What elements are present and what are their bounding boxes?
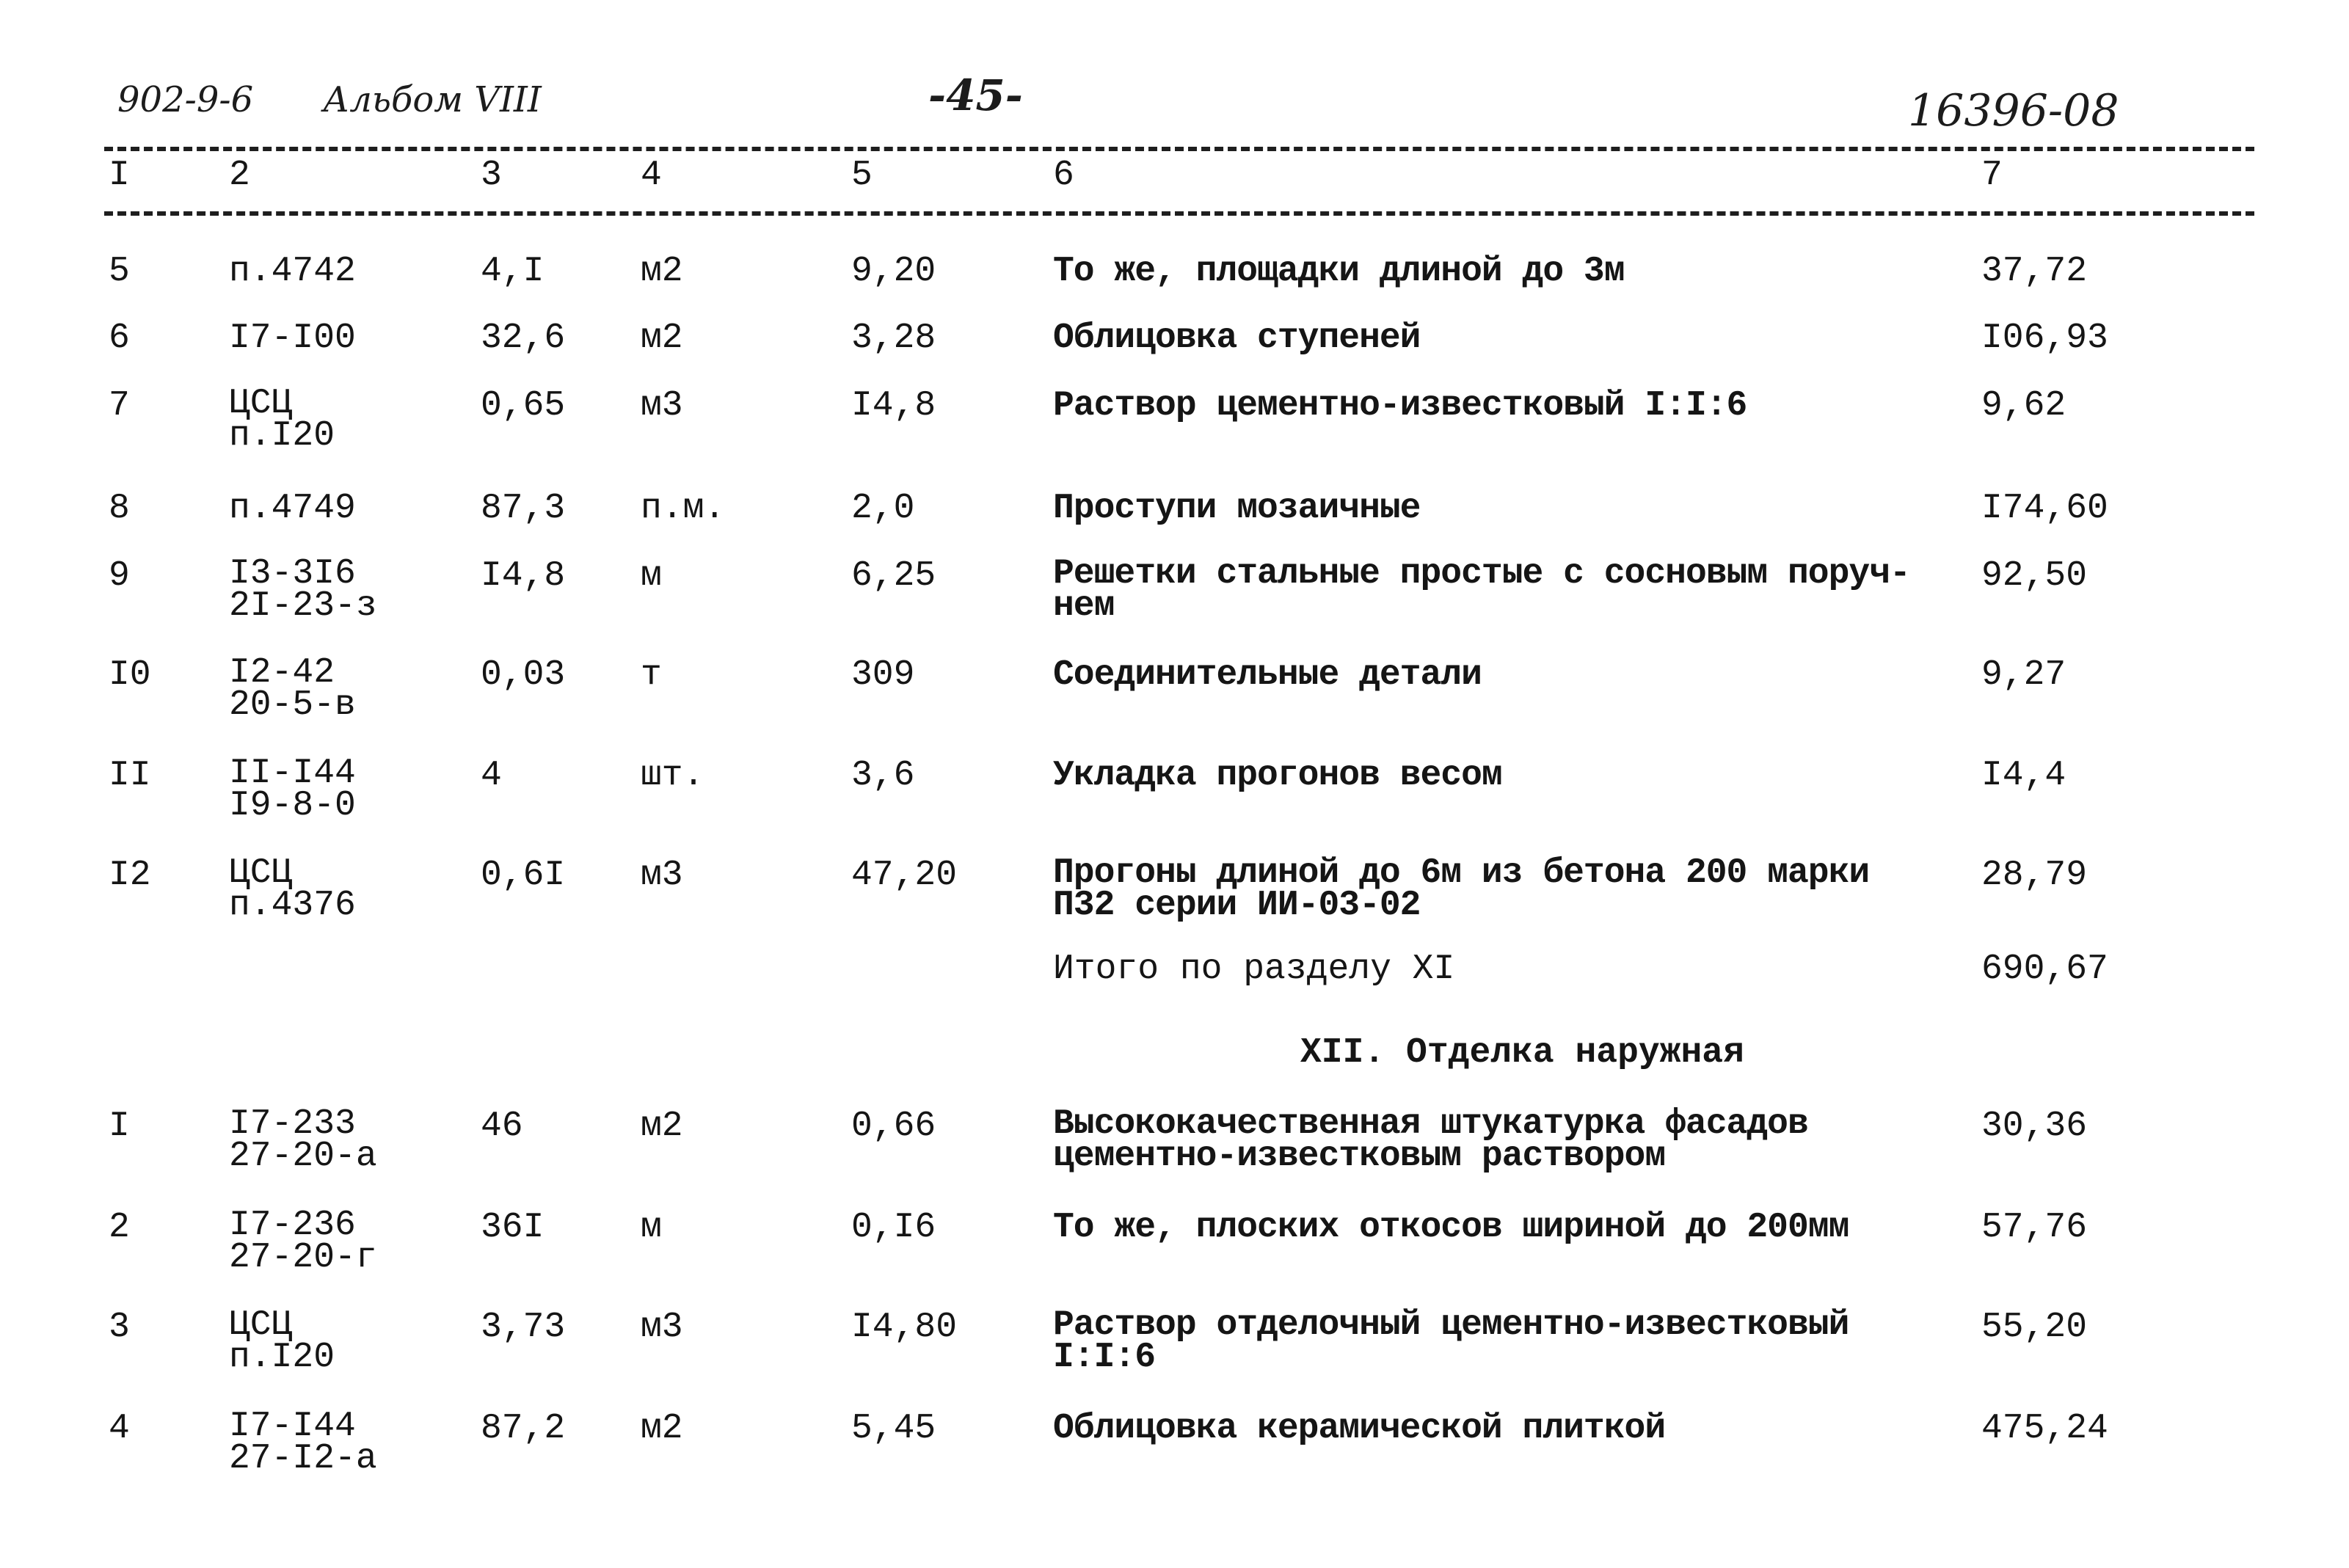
column-header-1: I <box>109 156 130 195</box>
unit: м3 <box>641 1308 683 1347</box>
norm-code: II-I44 I9-8-0 <box>229 754 356 825</box>
norm-code: I7-233 27-20-а <box>229 1104 377 1176</box>
unit-price: I4,8 <box>851 386 936 426</box>
row-number: 4 <box>109 1409 130 1448</box>
row-total: 9,62 <box>1981 386 2066 426</box>
norm-code: I7-I00 <box>229 318 356 358</box>
column-header-4: 4 <box>641 156 662 195</box>
norm-code: I3-3I6 2I-23-з <box>229 554 377 626</box>
row-number: I0 <box>109 655 151 695</box>
row-number: I <box>109 1106 130 1146</box>
row-number: 9 <box>109 556 130 596</box>
quantity: 0,03 <box>481 655 566 695</box>
work-description: Соединительные детали <box>1053 655 1482 695</box>
header-divider-top <box>104 147 2254 151</box>
header-page-number: -45- <box>928 70 1023 120</box>
row-total: 37,72 <box>1981 252 2088 291</box>
column-header-6: 6 <box>1053 156 1074 195</box>
norm-code: ЦСЦ п.4376 <box>229 853 356 925</box>
unit-price: 47,20 <box>851 856 958 895</box>
unit: м2 <box>641 1106 683 1146</box>
unit-price: 0,I6 <box>851 1208 936 1247</box>
section-total-value: 690,67 <box>1981 949 2108 989</box>
quantity: 4,I <box>481 252 545 291</box>
unit-price: 5,45 <box>851 1409 936 1448</box>
row-total: 9,27 <box>1981 655 2066 695</box>
unit: м <box>641 1208 662 1247</box>
row-total: I74,60 <box>1981 489 2108 528</box>
work-description: Раствор цементно-известковый I:I:6 <box>1053 386 1747 426</box>
unit: м <box>641 556 662 596</box>
quantity: 0,65 <box>481 386 566 426</box>
row-number: 7 <box>109 386 130 426</box>
norm-code: ЦСЦ п.I20 <box>229 1305 335 1377</box>
row-total: I4,4 <box>1981 756 2066 795</box>
unit: м2 <box>641 1409 683 1448</box>
norm-code: ЦСЦ п.I20 <box>229 384 335 456</box>
row-total: 92,50 <box>1981 556 2088 596</box>
quantity: 46 <box>481 1106 523 1146</box>
norm-code: I2-42 20-5-в <box>229 653 356 725</box>
row-number: II <box>109 756 151 795</box>
row-total: 28,79 <box>1981 856 2088 895</box>
row-number: I2 <box>109 856 151 895</box>
header-divider-bottom <box>104 211 2254 216</box>
header-code: 902-9-6 <box>117 79 254 120</box>
work-description: То же, площадки длиной до 3м <box>1053 252 1625 291</box>
unit-price: 9,20 <box>851 252 936 291</box>
quantity: I4,8 <box>481 556 566 596</box>
quantity: 32,6 <box>481 318 566 358</box>
work-description: Прогоны длиной до 6м из бетона 200 марки П32 серии ИИ-03-02 <box>1053 853 1870 925</box>
norm-code: п.4749 <box>229 489 356 528</box>
row-number: 3 <box>109 1308 130 1347</box>
work-description: Раствор отделочный цементно-известковый I:I:6 <box>1053 1305 1849 1377</box>
unit-price: 3,28 <box>851 318 936 358</box>
work-description: Решетки стальные простые с сосновым поруч- нем <box>1053 554 1910 626</box>
work-description: То же, плоских откосов шириной до 200мм <box>1053 1208 1849 1247</box>
unit: м3 <box>641 856 683 895</box>
quantity: 3,73 <box>481 1308 566 1347</box>
header-album: Альбом VIII <box>323 79 542 120</box>
row-total: 475,24 <box>1981 1409 2108 1448</box>
section-total-label: Итого по разделу XI <box>1053 949 1455 989</box>
row-total: 55,20 <box>1981 1308 2088 1347</box>
row-number: 6 <box>109 318 130 358</box>
unit-price: 309 <box>851 655 915 695</box>
row-total: 30,36 <box>1981 1106 2088 1146</box>
unit-price: 3,6 <box>851 756 915 795</box>
unit: шт. <box>641 756 704 795</box>
unit-price: I4,80 <box>851 1308 958 1347</box>
work-description: Облицовка керамической плиткой <box>1053 1409 1666 1448</box>
row-total: I06,93 <box>1981 318 2108 358</box>
work-description: Облицовка ступеней <box>1053 318 1421 358</box>
unit-price: 6,25 <box>851 556 936 596</box>
unit: т <box>641 655 662 695</box>
column-header-3: 3 <box>481 156 502 195</box>
column-header-7: 7 <box>1981 156 2003 195</box>
row-number: 2 <box>109 1208 130 1247</box>
unit: м2 <box>641 318 683 358</box>
row-number: 5 <box>109 252 130 291</box>
quantity: 4 <box>481 756 502 795</box>
unit: п.м. <box>641 489 726 528</box>
section-title: XII. Отделка наружная <box>1300 1033 1744 1073</box>
column-header-5: 5 <box>851 156 873 195</box>
quantity: 36I <box>481 1208 545 1247</box>
norm-code: I7-236 27-20-г <box>229 1206 377 1277</box>
norm-code: I7-I44 27-I2-а <box>229 1407 377 1478</box>
unit-price: 2,0 <box>851 489 915 528</box>
work-description: Укладка прогонов весом <box>1053 756 1502 795</box>
column-header-2: 2 <box>229 156 250 195</box>
quantity: 87,3 <box>481 489 566 528</box>
unit-price: 0,66 <box>851 1106 936 1146</box>
unit: м2 <box>641 252 683 291</box>
work-description: Высококачественная штукатурка фасадов цементно-известковым раствором <box>1053 1104 1808 1176</box>
norm-code: п.4742 <box>229 252 356 291</box>
row-number: 8 <box>109 489 130 528</box>
quantity: 87,2 <box>481 1409 566 1448</box>
row-total: 57,76 <box>1981 1208 2088 1247</box>
unit: м3 <box>641 386 683 426</box>
quantity: 0,6I <box>481 856 566 895</box>
work-description: Проступи мозаичные <box>1053 489 1421 528</box>
header-document-number: 16396-08 <box>1908 85 2119 136</box>
